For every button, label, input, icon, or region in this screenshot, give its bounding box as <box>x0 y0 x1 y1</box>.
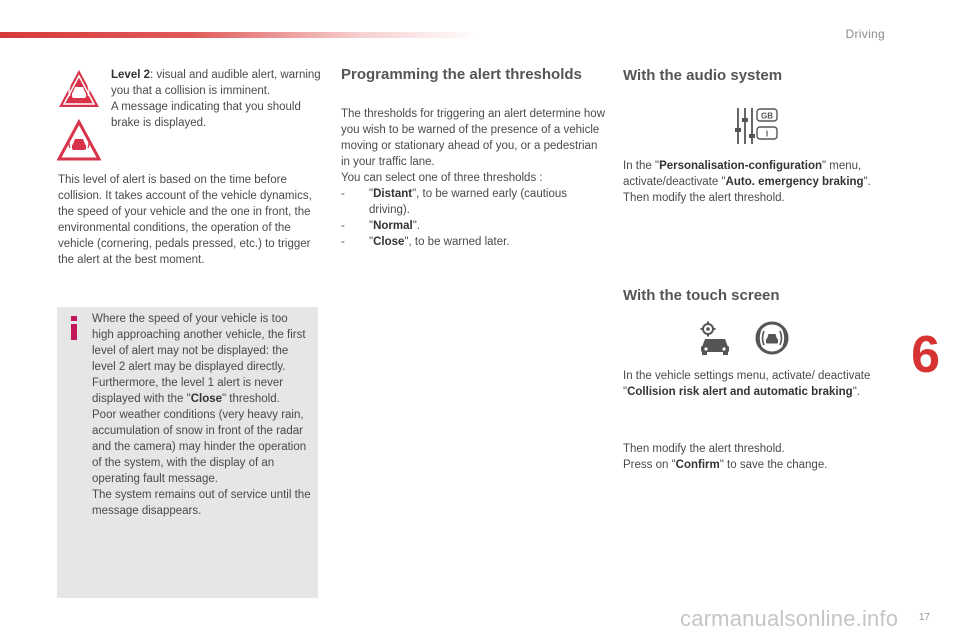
touch-t2: ". <box>852 386 860 398</box>
vehicle-settings-icon <box>698 321 732 355</box>
audio-paragraph <box>623 158 893 190</box>
list-dash: - <box>341 236 345 248</box>
level2-label: Level 2 <box>111 69 150 81</box>
alert-basis-paragraph: This level of alert is based on the time before collision. It takes account of the vehicle dynamics, the speed of your vehicle and the one in front, the environmental conditions, the operation of the vehicle (cornering, pedals pressed, etc.) to trigger the alert at the best moment. <box>58 174 312 266</box>
level2-brake-message: A message indicating that you should brake is displayed. <box>111 101 301 129</box>
info-p2-bold: Close <box>190 393 223 405</box>
programming-intro: The thresholds for triggering an alert determine how you wish to be warned of the presence of a vehicle moving or stationary ahead of you, or a pedestrian in your traffic lane. <box>341 108 606 168</box>
touch-paragraph <box>623 368 893 400</box>
info-box <box>57 307 318 598</box>
info-paragraph-1: Where the speed of your vehicle is too high approaching another vehicle, the first level of alert may not be displayed: the level 2 alert may be displayed directly. <box>92 313 306 373</box>
touch-line2: Then modify the alert threshold. <box>623 443 785 455</box>
section-title: Driving <box>845 27 885 41</box>
list-dash: - <box>341 188 345 200</box>
info-paragraph-2 <box>92 375 312 407</box>
list-item <box>341 218 606 234</box>
info-icon <box>67 316 81 340</box>
threshold-list <box>341 186 606 250</box>
list-open-quote: " <box>369 220 374 232</box>
list-rest: ", to be warned later. <box>404 236 510 248</box>
audio-t2: " menu, activate/deactivate " <box>623 160 862 188</box>
audio-settings-icon <box>733 106 779 146</box>
touch-title: With the touch screen <box>623 287 780 304</box>
touch-line3-after: " to save the change. <box>719 459 828 471</box>
info-p2-before: Furthermore, the level 1 alert is never displayed with the " <box>92 377 284 405</box>
touch-line3 <box>623 457 893 473</box>
info-paragraph-4: The system remains out of service until the message disappears. <box>92 489 311 517</box>
touch-line3-before: Press on " <box>623 459 676 471</box>
touch-t1: In the vehicle settings menu, activate/ deactivate " <box>623 370 871 398</box>
threshold-distant: Distant <box>373 188 413 200</box>
audio-icon-label-top: GB <box>761 111 773 121</box>
programming-body <box>341 106 606 250</box>
list-open-quote: " <box>369 236 374 248</box>
info-text <box>92 311 312 519</box>
audio-icon-label-bottom: I <box>765 129 769 139</box>
list-dash: - <box>341 220 345 232</box>
threshold-close: Close <box>373 236 405 248</box>
audio-t3: ". <box>863 176 871 188</box>
header-accent-bar <box>0 32 480 38</box>
audio-t1: In the " <box>623 160 660 172</box>
personalisation-menu-label: Personalisation-configuration <box>659 160 822 172</box>
collision-risk-alert-label: Collision risk alert and automatic braking <box>627 386 853 398</box>
watermark: carmanualsonline.info <box>680 606 899 631</box>
auto-emergency-braking-label: Auto. emergency braking <box>725 176 864 188</box>
list-item <box>341 234 606 250</box>
collision-alert-filled-icon <box>57 67 101 111</box>
level2-text: : visual and audible alert, warning you that a collision is imminent. <box>111 69 321 97</box>
collision-radar-icon <box>754 321 790 355</box>
collision-alert-outline-icon <box>57 119 101 163</box>
chapter-number: 6 <box>911 326 940 384</box>
audio-instructions <box>623 158 893 206</box>
info-p2-after: " threshold. <box>222 393 280 405</box>
threshold-normal: Normal <box>373 220 413 232</box>
list-open-quote: " <box>369 188 374 200</box>
programming-select-text: You can select one of three thresholds : <box>341 172 543 184</box>
list-rest: ", to be warned early (cautious driving). <box>369 188 568 216</box>
audio-line2: Then modify the alert threshold. <box>623 192 785 204</box>
touch-instructions <box>623 368 893 400</box>
list-rest: ". <box>412 220 420 232</box>
list-item <box>341 186 606 218</box>
info-paragraph-3: Poor weather conditions (very heavy rain, accumulation of snow in front of the radar and the camera) may hinder the operation of the system, with the display of an operating fault message. <box>92 409 307 485</box>
page-number: 17 <box>918 612 930 623</box>
confirm-label: Confirm <box>675 459 720 471</box>
audio-title: With the audio system <box>623 67 783 84</box>
level2-description <box>111 67 321 131</box>
programming-title: Programming the alert thresholds <box>341 66 582 83</box>
touch-instructions-2 <box>623 441 893 473</box>
